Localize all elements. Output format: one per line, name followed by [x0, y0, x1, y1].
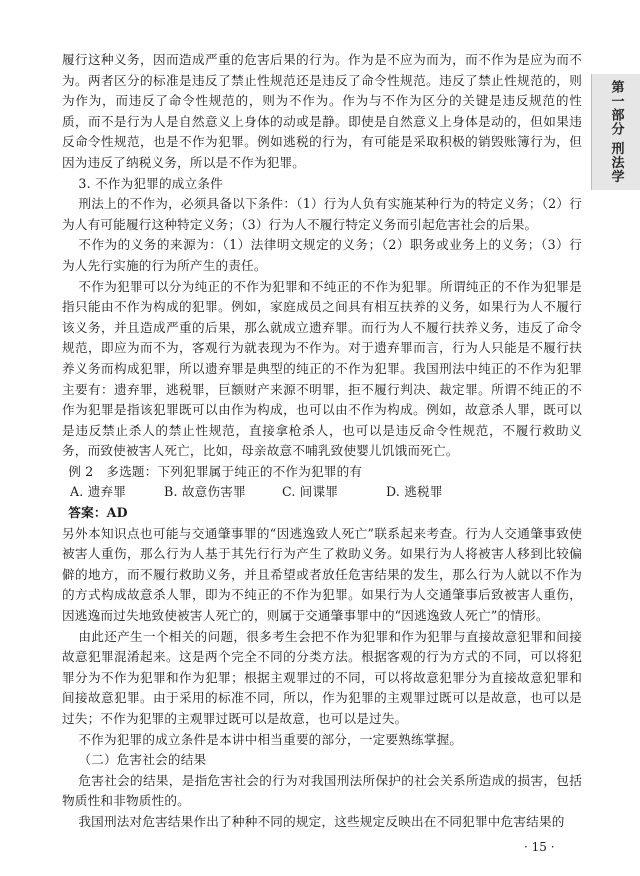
paragraph: 不作为犯罪的成立条件是本讲中相当重要的部分，一定要熟练掌握。: [78, 731, 463, 747]
option-a: A. 遗弃罪: [70, 484, 127, 500]
paragraph: 不作为犯罪可以分为纯正的不作为犯罪和不纯正的不作为犯罪。所谓纯正的不作为犯罪是指只能由不作为构成的犯罪。例如，家庭成员之间具有相互扶养的义务，如果行为人不履行该义务，并且造成严重的后果，那么就成立遗弃罪。而行为人不履行扶养义务，违反了命令规范，即应为而不为，客观行为就表现为不作为。对于遗弃罪而言，行为人只能是不履行扶养义务而构成犯罪，所以遗弃罪是典型的纯正的不作为犯罪。我国刑法中纯正的不作为犯罪主要有：遗弃罪，逃税罪，巨额财产来源不明罪，拒不履行判决、裁定罪。所谓不纯正的不作为犯罪是指该犯罪既可以由作为构成，也可以由不作为构成。例如，故意杀人罪，既可以是违反禁止杀人的禁止性规范，直接拿枪杀人，也可以是违反命令性规范，不履行救助义务，而致使被害人死亡，比如，母亲故意不哺乳致使婴儿饥饿而死亡。: [62, 278, 582, 459]
paragraph: 履行这种义务，因而造成严重的危害后果的行为。作为是不应为而为，而不作为是应为而不为。两者区分的标准是违反了禁止性规范还是违反了命令性规范。违反了禁止性规范的，则为作为，而违反了命令性规范的，则为不作为。作为与不作为区分的关键是违反规范的性质，而不是行为人是自然意义上身体的动或是静。即使是自然意义上身体是动的，但如果违反命令性规范，也是不作为犯罪。例如逃税的行为，有可能是采取积极的销毁账簿行为，但因为违反了纳税义务，所以是不作为犯罪。: [62, 52, 582, 170]
option-b: B. 故意伤害罪: [164, 484, 246, 500]
section-heading: （二）危害社会的结果: [78, 752, 207, 768]
example-options: [62, 482, 582, 503]
paragraph: 刑法上的不作为，必须具备以下条件：（1）行为人负有实施某种行为的特定义务；（2）行为人有可能履行这种特定义务；（3）行为人不履行特定义务而引起危害社会的后果。: [62, 196, 582, 232]
paragraph: 另外本知识点也可能与交通肇事罪的“因逃逸致人死亡”联系起来考查。行为人交通肇事致使被害人重伤，那么行为人基于其先行行为产生了救助义务。如果行为人将被害人移到比较偏僻的地方，而不履行救助义务，并且希望或者放任危害结果的发生，那么行为人就以不作为的方式构成故意杀人罪，即为不纯正的不作为犯罪。如果行为人交通肇事后致被害人重伤，因逃逸而过失地致使被害人死亡的，则属于交通肇事罪中的“因逃逸致人死亡”的情形。: [62, 525, 582, 624]
chapter-side-tab-label: 第一部分 刑法学: [608, 80, 624, 184]
option-d: D. 逃税罪: [386, 484, 443, 500]
example-answer: 答案：AD: [68, 505, 128, 521]
page-number: · 15 ·: [524, 840, 555, 854]
chapter-side-tab: [591, 74, 640, 190]
section-heading: 3. 不作为犯罪的成立条件: [78, 175, 223, 191]
paragraph: 不作为的义务的来源为：（1）法律明文规定的义务；（2）职务或业务上的义务；（3）行为人先行实施的行为所产生的责任。: [62, 237, 582, 273]
page-body: [62, 50, 582, 833]
option-c: C. 间谍罪: [282, 484, 339, 500]
paragraph: 我国刑法对危害结果作出了种种不同的规定，这些规定反映出在不同犯罪中危害结果的: [78, 813, 565, 829]
paragraph: 危害社会的结果，是指危害社会的行为对我国刑法所保护的社会关系所造成的损害，包括物质性和非物质性的。: [62, 772, 582, 809]
example-question: 例 2 多选题：下列犯罪属于纯正的不作为犯罪的有: [68, 463, 363, 479]
paragraph: 由此还产生一个相关的问题，很多考生会把不作为犯罪和作为犯罪与直接故意犯罪和间接故意犯罪混淆起来。这是两个完全不同的分类方法。根据客观的行为方式的不同，可以将犯罪分为不作为犯罪和作为犯罪；根据主观罪过的不同，可以将故意犯罪分为直接故意犯罪和间接故意犯罪。由于采用的标准不同，所以，作为犯罪的主观罪过既可以是故意，也可以是过失；不作为犯罪的主观罪过既可以是故意，也可以是过失。: [62, 628, 582, 726]
